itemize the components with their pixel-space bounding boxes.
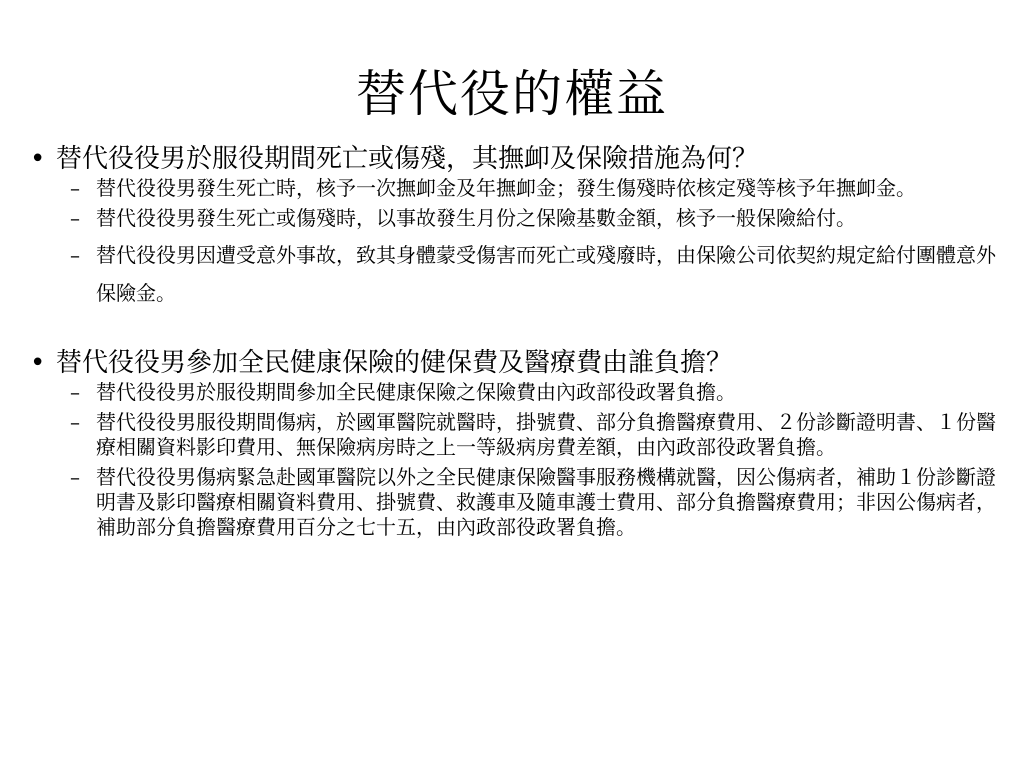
- section-death-disability: [30, 142, 1010, 312]
- bullet-heading: [30, 346, 1010, 380]
- sub-item-text: 替代役役男傷病緊急赴國軍醫院以外之全民健康保險醫事服務機構就醫，因公傷病者，補助１份診斷證明書及影印醫療相關資料費用、掛號費、救護車及隨車護士費用、部分負擔醫療費用；非因公傷病者，補助部分負擔醫療費用百分之七十五，由內政部役政署負擔。: [96, 465, 996, 539]
- dash-icon: –: [70, 243, 80, 267]
- dash-icon: –: [70, 206, 80, 230]
- bullet-dot-icon: •: [30, 348, 46, 378]
- sub-item: [70, 410, 1010, 460]
- sub-item-text: 替代役役男因遭受意外事故，致其身體蒙受傷害而死亡或殘廢時，由保險公司依契約規定給付團體意外保險金。: [96, 243, 996, 305]
- sub-list: [70, 380, 1010, 540]
- bullet-heading-text: 替代役役男參加全民健康保險的健保費及醫療費由誰負擔？: [56, 348, 733, 378]
- slide-content: [30, 142, 1010, 545]
- sub-item-text: 替代役役男發生死亡時，核予一次撫卹金及年撫卹金；發生傷殘時依核定殘等核予年撫卹金。: [96, 176, 916, 200]
- sub-item-text: 替代役役男服役期間傷病，於國軍醫院就醫時，掛號費、部分負擔醫療費用、２份診斷證明書、１份醫療相關資料影印費用、無保險病房時之上一等級病房費差額，由內政部役政署負擔。: [96, 410, 996, 459]
- dash-icon: –: [70, 380, 80, 404]
- sub-item-text: 替代役役男於服役期間參加全民健康保險之保險費由內政部役政署負擔。: [96, 380, 736, 404]
- sub-item: [70, 380, 1010, 405]
- bullet-heading-text: 替代役役男於服役期間死亡或傷殘，其撫卹及保險措施為何？: [56, 144, 759, 174]
- sub-item-text: 替代役役男發生死亡或傷殘時，以事故發生月份之保險基數金額，核予一般保險給付。: [96, 206, 856, 230]
- sub-item: [70, 465, 1010, 540]
- dash-icon: –: [70, 176, 80, 200]
- sub-item: [70, 176, 1010, 201]
- section-health-insurance: [30, 346, 1010, 540]
- sub-item: [70, 236, 1010, 312]
- sub-list: [70, 176, 1010, 312]
- dash-icon: –: [70, 465, 80, 489]
- slide-title: 替代役的權益: [356, 65, 668, 123]
- sub-item: [70, 206, 1010, 231]
- dash-icon: –: [70, 410, 80, 434]
- bullet-heading: [30, 142, 1010, 176]
- bullet-dot-icon: •: [30, 144, 46, 174]
